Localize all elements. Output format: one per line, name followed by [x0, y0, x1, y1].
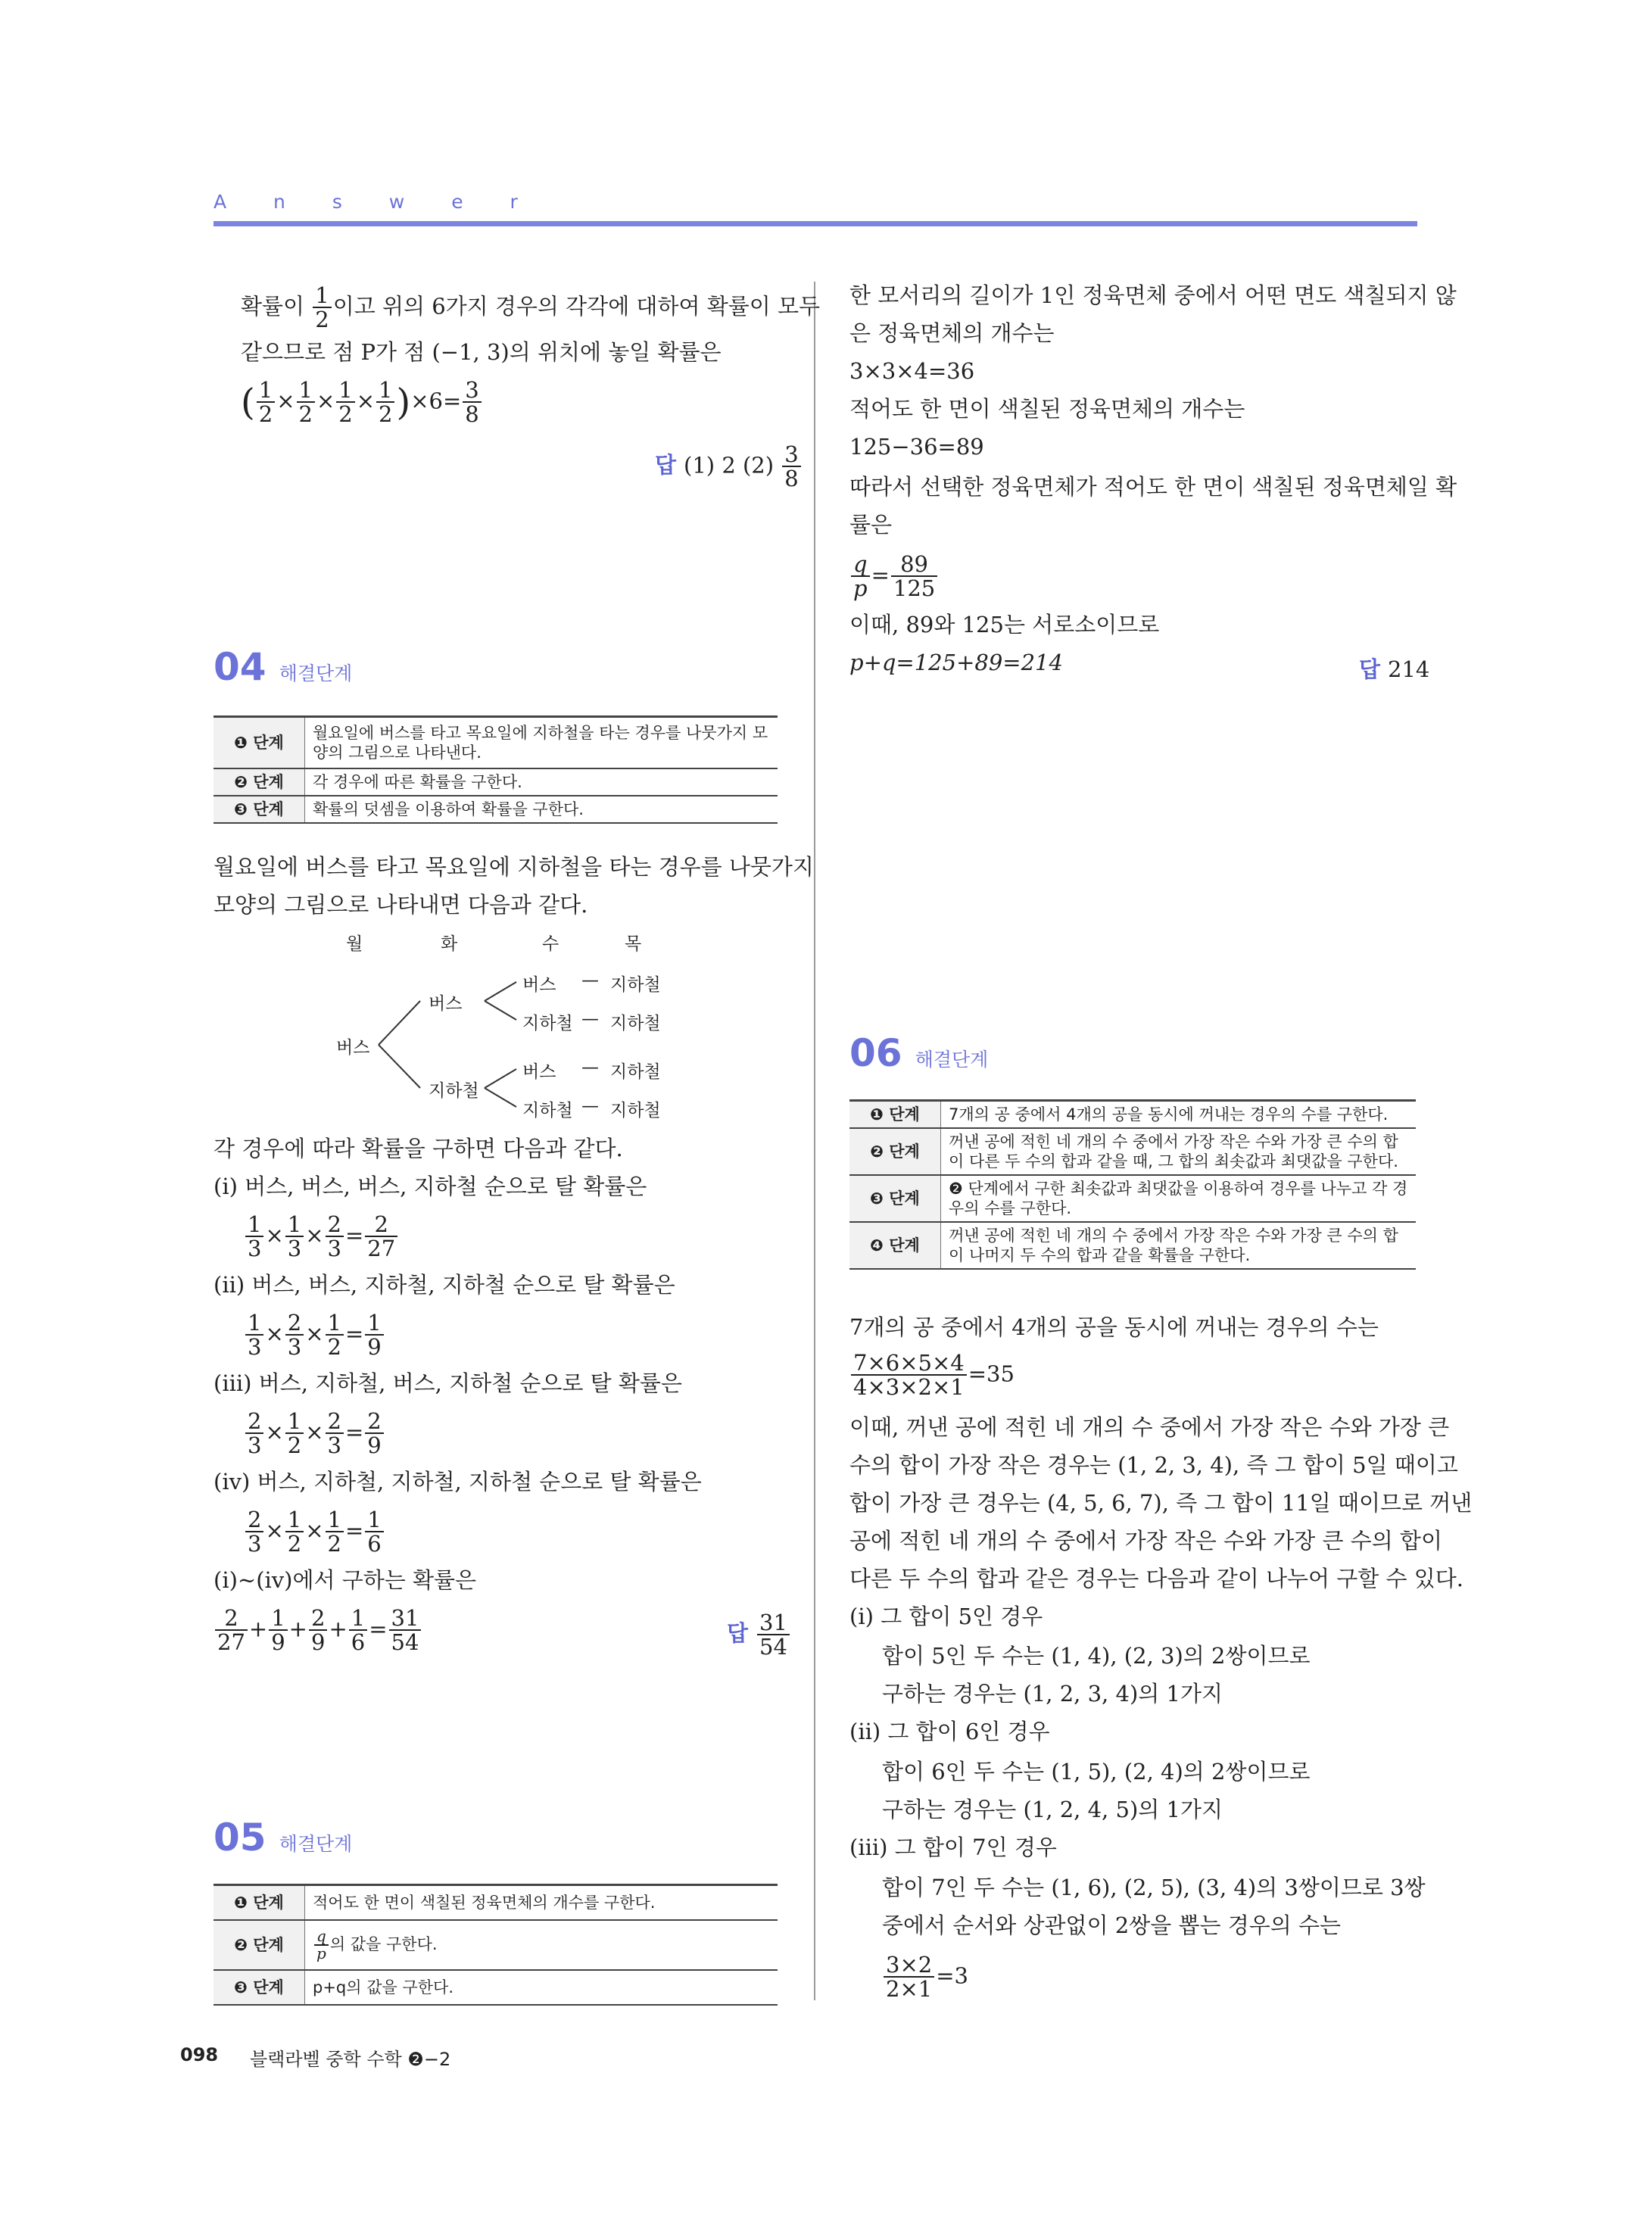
- step-label: ❸ 단계: [214, 1970, 305, 2005]
- header-answer-label: A n s w e r: [214, 191, 538, 213]
- sec06-case-1: (ⅰ) 그 합이 5인 경우: [849, 1604, 1043, 1629]
- step-row: [849, 1175, 1416, 1222]
- tree-leaf-final: 지하철: [610, 1014, 661, 1033]
- tree-header-thu: 목: [625, 934, 642, 954]
- tree-dash: —: [581, 1009, 599, 1029]
- sec04-para-1: 월요일에 버스를 타고 목요일에 지하철을 타는 경우를 나뭇가지: [214, 854, 814, 880]
- tree-leaf: 버스: [522, 1062, 556, 1082]
- intro-equation: ( $\frac{1}{2}$ × $\frac{1}{2}$ × $\frac{1}{2}$ × $\frac{1}{2}$ )×6= $\frac{3}{8}$: [241, 379, 483, 426]
- tree-leaf: 지하철: [522, 1101, 573, 1121]
- tree-leaf-final: 지하철: [610, 1101, 661, 1121]
- sec06-equation-1: $\frac{7\times 6\times 5\times 4}{4\times 3\times 2\times 1}$ =35: [849, 1351, 1015, 1399]
- sec05-line-6: 따라서 선택한 정육면체가 적어도 한 면이 색칠된 정육면체일 확: [849, 474, 1457, 500]
- tree-leaf-final: 지하철: [610, 975, 661, 995]
- case-2-equation: $\frac{1}{3}$ × $\frac{2}{3}$ × $\frac{1}{2}$ = $\frac{1}{9}$: [244, 1311, 385, 1359]
- sec06-case-1b: 구하는 경우는 (1, 2, 3, 4)의 1가지: [882, 1681, 1223, 1707]
- step-row: [214, 1885, 778, 1921]
- step-text: $\frac{q}{p}$ 의 값을 구한다.: [305, 1920, 778, 1970]
- sec04-para-4: (ⅰ)~(ⅳ)에서 구하는 확률은: [214, 1567, 477, 1593]
- step-row: [214, 1920, 778, 1970]
- section-06-steps-table: [849, 1099, 1416, 1270]
- sec06-line-4: 합이 가장 큰 경우는 (4, 5, 6, 7), 즉 그 합이 11일 때이므로 꺼낸: [849, 1490, 1473, 1516]
- sec06-case-2b: 구하는 경우는 (1, 2, 4, 5)의 1가지: [882, 1797, 1223, 1822]
- book-title: 블랙라벨 중학 수학 ❷−2: [250, 2049, 451, 2070]
- sec05-line-7: 률은: [849, 512, 893, 538]
- step-text: p+q의 값을 구한다.: [305, 1970, 778, 2005]
- tree-branches: [0, 0, 757, 1211]
- step-label: ❶ 단계: [214, 717, 305, 769]
- tree-leaf: 버스: [522, 975, 556, 995]
- step-label: ❸ 단계: [849, 1175, 941, 1222]
- tree-dash: —: [581, 1096, 599, 1116]
- step-label: ❶ 단계: [849, 1101, 941, 1129]
- step-row: [214, 1970, 778, 2005]
- tree-header-tue: 화: [441, 934, 458, 954]
- section-05-steps-table: [214, 1884, 778, 2006]
- tree-root: 버스: [336, 1038, 370, 1058]
- section-04-heading: 04 해결단계: [214, 645, 353, 689]
- sec06-line-3: 수의 합이 가장 작은 경우는 (1, 2, 3, 4), 즉 그 합이 5일 때이고: [849, 1452, 1458, 1478]
- sec04-para-2: 모양의 그림으로 나타내면 다음과 같다.: [214, 892, 588, 918]
- sec04-answer: 답 $\frac{31}{54}$: [727, 1611, 791, 1659]
- sec05-line-1: 한 모서리의 길이가 1인 정육면체 중에서 어떤 면도 색칠되지 않: [849, 282, 1457, 308]
- step-text: 적어도 한 면이 색칠된 정육면체의 개수를 구한다.: [305, 1885, 778, 1921]
- sec04-para-3: 각 경우에 따라 확률을 구하면 다음과 같다.: [214, 1136, 623, 1161]
- sec06-case-3a: 합이 7인 두 수는 (1, 6), (2, 5), (3, 4)의 3쌍이므로 3쌍: [882, 1875, 1426, 1900]
- sec06-case-2: (ⅱ) 그 합이 6인 경우: [849, 1719, 1050, 1744]
- step-label: ❷ 단계: [214, 1920, 305, 1970]
- step-row: [849, 1222, 1416, 1269]
- sec06-line-1: 7개의 공 중에서 4개의 공을 동시에 꺼내는 경우의 수는: [849, 1314, 1379, 1340]
- sec05-line-5: 125−36=89: [849, 434, 984, 460]
- sec05-line-2: 은 정육면체의 개수는: [849, 320, 1055, 346]
- case-3-text: (ⅲ) 버스, 지하철, 버스, 지하철 순으로 탈 확률은: [214, 1370, 682, 1396]
- sum-equation: $\frac{2}{27}$ + $\frac{1}{9}$ + $\frac{2}{9}$ + $\frac{1}{6}$ = $\frac{31}{54}$: [214, 1607, 422, 1654]
- step-label: ❷ 단계: [214, 768, 305, 796]
- sec05-line-4: 적어도 한 면이 색칠된 정육면체의 개수는: [849, 396, 1245, 422]
- case-4-text: (ⅳ) 버스, 지하철, 지하철, 지하철 순으로 탈 확률은: [214, 1469, 702, 1495]
- step-text: 월요일에 버스를 타고 목요일에 지하철을 타는 경우를 나뭇가지 모양의 그림으로 나타낸다.: [305, 717, 778, 769]
- tree-dash: —: [581, 1058, 599, 1077]
- sec05-line-8: 이때, 89와 125는 서로소이므로: [849, 612, 1160, 637]
- sec06-line-2: 이때, 꺼낸 공에 적힌 네 개의 수 중에서 가장 작은 수와 가장 큰: [849, 1414, 1450, 1440]
- intro-line-2: 같으므로 점 P가 점 (−1, 3)의 위치에 놓일 확률은: [241, 339, 722, 365]
- case-2-text: (ⅱ) 버스, 버스, 지하철, 지하철 순으로 탈 확률은: [214, 1272, 675, 1298]
- intro-answer: 답 (1) 2 (2) $\frac{3}{8}$: [655, 443, 803, 491]
- intro-line-1: 확률이 $\frac{1}{2}$ 이고 위의 6가지 경우의 각각에 대하여 확률이 모두: [241, 282, 820, 333]
- sec05-answer: 답 214: [1359, 656, 1430, 682]
- step-text: ❷ 단계에서 구한 최솟값과 최댓값을 이용하여 경우를 나누고 각 경우의 수를 구한다.: [941, 1175, 1417, 1222]
- sec05-fraction: $\frac{q}{p}$ = $\frac{89}{125}$: [849, 553, 939, 600]
- tree-leaf-final: 지하철: [610, 1062, 661, 1082]
- step-text: 각 경우에 따른 확률을 구한다.: [305, 768, 778, 796]
- sec05-line-3: 3×3×4=36: [849, 358, 975, 384]
- tree-header-mon: 월: [346, 934, 363, 954]
- section-05-heading: 05 해결단계: [214, 1816, 353, 1859]
- step-label: ❷ 단계: [849, 1128, 941, 1175]
- tree-dash: —: [581, 971, 599, 990]
- tree-mid-bus: 버스: [429, 994, 463, 1014]
- case-3-equation: $\frac{2}{3}$ × $\frac{1}{2}$ × $\frac{2}{3}$ = $\frac{2}{9}$: [244, 1410, 385, 1457]
- step-row: [849, 1101, 1416, 1129]
- sec06-line-5: 공에 적힌 네 개의 수 중에서 가장 작은 수와 가장 큰 수의 합이: [849, 1528, 1442, 1554]
- case-4-equation: $\frac{2}{3}$ × $\frac{1}{2}$ × $\frac{1}{2}$ = $\frac{1}{6}$: [244, 1508, 385, 1556]
- sec06-case-1a: 합이 5인 두 수는 (1, 4), (2, 3)의 2쌍이므로: [882, 1643, 1311, 1669]
- tree-mid-subway: 지하철: [429, 1081, 479, 1101]
- tree-leaf: 지하철: [522, 1014, 573, 1033]
- case-1-text: (ⅰ) 버스, 버스, 버스, 지하철 순으로 탈 확률은: [214, 1174, 647, 1199]
- section-06-heading: 06 해결단계: [849, 1031, 989, 1075]
- tree-header-wed: 수: [542, 934, 559, 954]
- step-text: 꺼낸 공에 적힌 네 개의 수 중에서 가장 작은 수와 가장 큰 수의 합이 나머지 두 수의 합과 같을 확률을 구한다.: [941, 1222, 1417, 1269]
- step-text: 7개의 공 중에서 4개의 공을 동시에 꺼내는 경우의 수를 구한다.: [941, 1101, 1417, 1129]
- sec06-case-3b: 중에서 순서와 상관없이 2쌍을 뽑는 경우의 수는: [882, 1912, 1342, 1938]
- column-divider: [814, 282, 815, 2000]
- step-label: ❹ 단계: [849, 1222, 941, 1269]
- sec06-line-6: 다른 두 수의 합과 같은 경우는 다음과 같이 나누어 구할 수 있다.: [849, 1566, 1463, 1591]
- sec05-line-9: p+q=125+89=214: [849, 650, 1063, 675]
- sec06-case-3: (ⅲ) 그 합이 7인 경우: [849, 1834, 1057, 1860]
- step-text: 꺼낸 공에 적힌 네 개의 수 중에서 가장 작은 수와 가장 큰 수의 합이 다른 두 수의 합과 같을 때, 그 합의 최솟값과 최댓값을 구한다.: [941, 1128, 1417, 1175]
- case-1-equation: $\frac{1}{3}$ × $\frac{1}{3}$ × $\frac{2}{3}$ = $\frac{2}{27}$: [244, 1213, 399, 1261]
- step-text: 확률의 덧셈을 이용하여 확률을 구한다.: [305, 796, 778, 823]
- step-label: ❶ 단계: [214, 1885, 305, 1921]
- step-label: ❸ 단계: [214, 796, 305, 823]
- step-row: [849, 1128, 1416, 1175]
- page-number: 098: [180, 2044, 219, 2065]
- sec06-equation-2: $\frac{3\times 2}{2\times 1}$ =3: [882, 1953, 968, 2001]
- sec06-case-2a: 합이 6인 두 수는 (1, 5), (2, 4)의 2쌍이므로: [882, 1759, 1311, 1785]
